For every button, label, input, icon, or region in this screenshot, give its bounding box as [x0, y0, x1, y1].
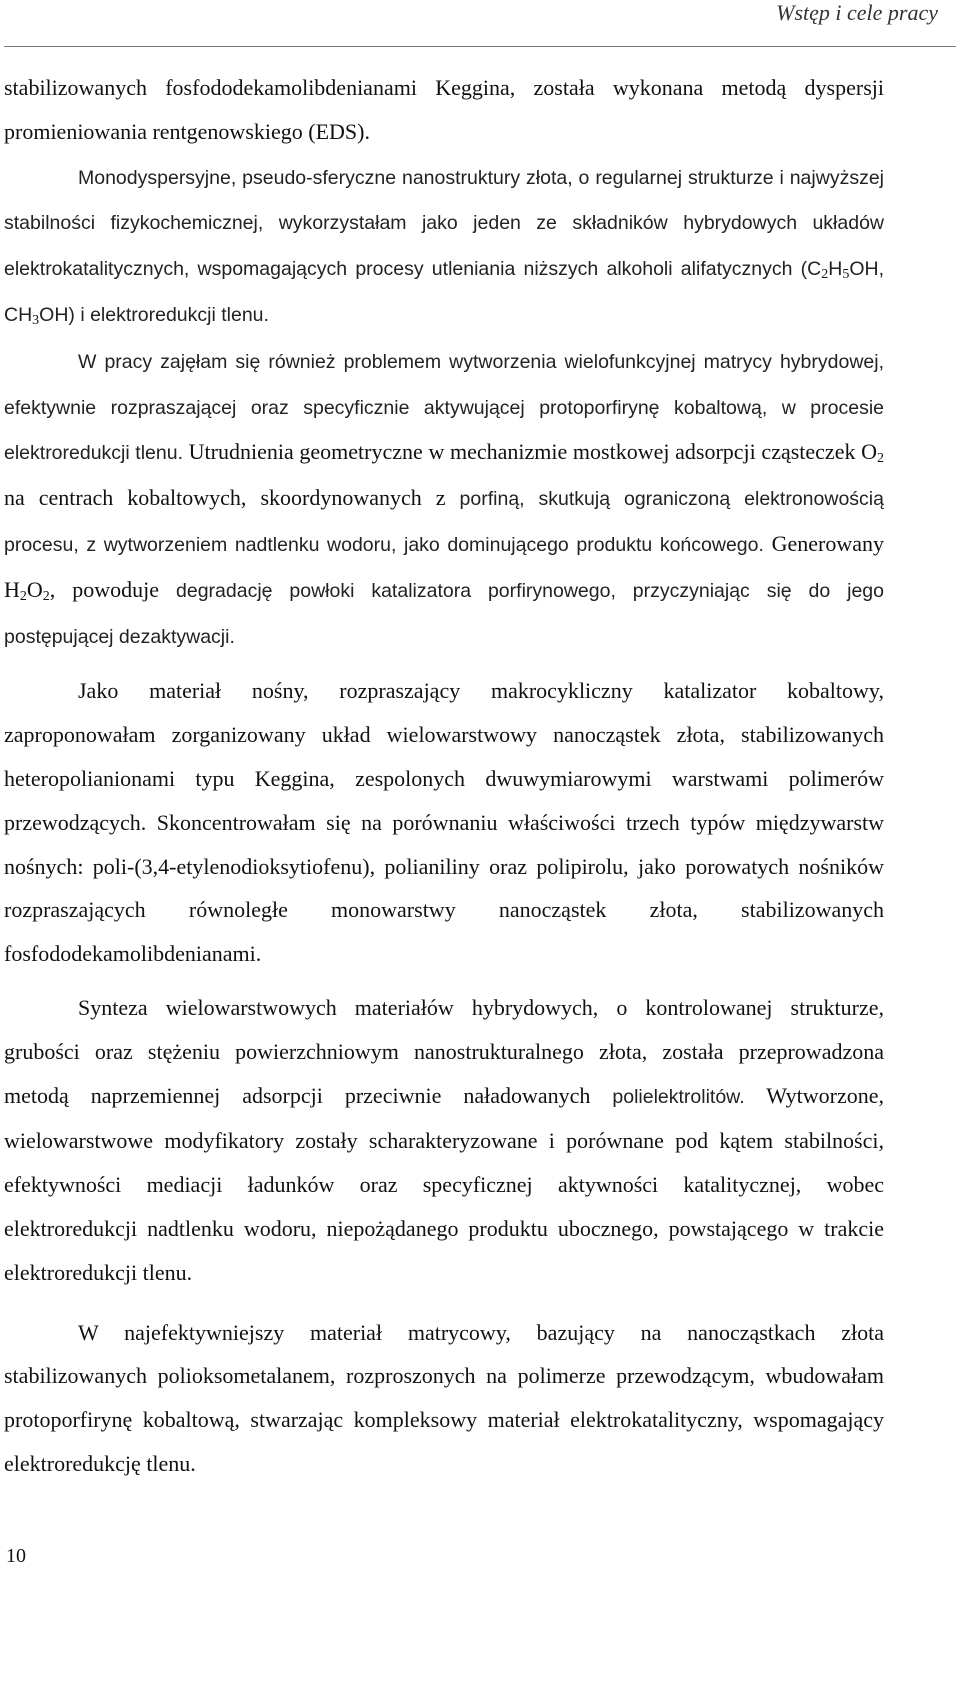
paragraph-text: hybrydowych układów elektrokatalitycznych, wspomagających procesy utleniania niższych alkoholi alifatycznych (C	[4, 212, 885, 281]
paragraph-text: właściwości trzech typów międzywarstw nośnych: poli-(3,4-etylenodioksytiofenu), polianiliny oraz polipirolu, jako porowatych nośników rozpraszających równoległe monowarstwy nanocząstek złota, stabilizowanych fosfododekamolibdenianami.	[4, 809, 885, 967]
paragraph-text: OH, CH	[4, 258, 884, 326]
paragraph-text: Utrudnienia geometryczne w mechanizmie mostkowej adsorpcji cząsteczek O	[183, 439, 878, 465]
paragraph-text: Synteza wielowarstwowych materiałów hybrydowych, o kontrolowanej strukturze, grubości oraz stężeniu powierzchniowym nanostrukturalnego złota, została przeprowadzona metodą naprzemiennej adsorpcji przeciwnie naładowanych	[4, 994, 884, 1108]
paragraph-text: W pracy zajęłam się również problemem wytworzenia wielofunkcyjnej matrycy hybrydowej, efektywnie rozpraszającej oraz specyficznie aktywującej protoporfirynę kobaltową, w procesie elektroredukcji tlenu.	[4, 350, 884, 465]
paragraph-support-material	[4, 669, 884, 976]
paragraph-text: degradację powłoki katalizatora porfirynowego, przyczyniając się do jego postępującej dezaktywacji.	[4, 579, 884, 648]
page-number: 10	[6, 1545, 26, 1567]
paragraph-text: Wytworzone, wielowarstwowe modyfikatory zostały	[4, 1082, 884, 1154]
paragraph-continuation	[4, 66, 884, 154]
paragraph-text: Skoncentrowałam się na porównaniu	[146, 809, 508, 835]
paragraph-text: scharakteryzowane i porównane pod kątem stabilności, efektywności mediacji ładunków oraz specyficznej aktywności katalitycznej, wobec elektroredukcji nadtlenku wodoru, niepożądanego produktu ubocznego, powstającego w trakcie elektroredukcji tlenu.	[4, 1128, 884, 1285]
paragraph-matrix	[4, 339, 884, 660]
header-rule	[4, 46, 956, 47]
paragraph-text: stabilizowanych fosfododekamolibdenianami Keggina, została wykonana metodą dyspersji promieniowania rentgenowskiego (EDS).	[4, 75, 884, 144]
subscript: 2	[821, 267, 829, 283]
paragraph-text: Jako materiał nośny, rozpraszający makrocykliczny katalizator kobaltowy, zaproponowałam zorganizowany układ wielowarstwowy nanocząstek złota, stabilizowanych heteropolianionami typu Keggina, zespolonych dwuwymiarowymi warstwami polimerów przewodzących.	[4, 678, 884, 835]
paragraph-text: W najefektywniejszy materiał matrycowy, bazujący na nanocząstkach złota stabilizowanych polioksometalanem, rozproszonych na polimerze przewodzącym, wbudowałam protoporfirynę kobaltową, stwarzając kompleksowy materiał elektrokatalityczny, wspomagający elektroredukcję tlenu.	[4, 1319, 884, 1476]
subscript: 2	[42, 588, 50, 604]
page-header	[0, 0, 960, 52]
paragraph-text: Monodyspersyjne, pseudo-sferyczne nanostruktury złota, o regularnej strukturze i najwyższej stabilności fizykochemicznej, wykorzystałam jako jeden ze składników	[4, 166, 884, 235]
paragraph-text: OH) i elektroredukcji tlenu.	[39, 303, 269, 326]
paragraph-text: Generowany H	[4, 530, 884, 602]
paragraph-text: polielektrolitów.	[612, 1085, 745, 1108]
paragraph-text: porfiną, skutkują ograniczoną elektronowością procesu, z wytworzeniem nadtlenku wodoru, jako dominującego produktu końcowego.	[4, 488, 884, 556]
body-text	[4, 66, 884, 1486]
paragraph-gold-nanostructures	[4, 155, 884, 338]
subscript: 3	[32, 312, 40, 328]
running-header-title: Wstęp i cele pracy	[776, 0, 938, 25]
paragraph-conclusion	[4, 1311, 884, 1486]
subscript: 2	[19, 588, 27, 604]
subscript: 2	[877, 451, 885, 467]
paragraph-synthesis	[4, 986, 884, 1295]
paragraph-text: , powoduje	[49, 576, 177, 602]
paragraph-text: O	[26, 576, 43, 602]
paragraph-text: H	[828, 258, 843, 281]
paragraph-text: na centrach kobaltowych, skoordynowanych z	[4, 485, 460, 511]
subscript: 5	[842, 267, 850, 283]
